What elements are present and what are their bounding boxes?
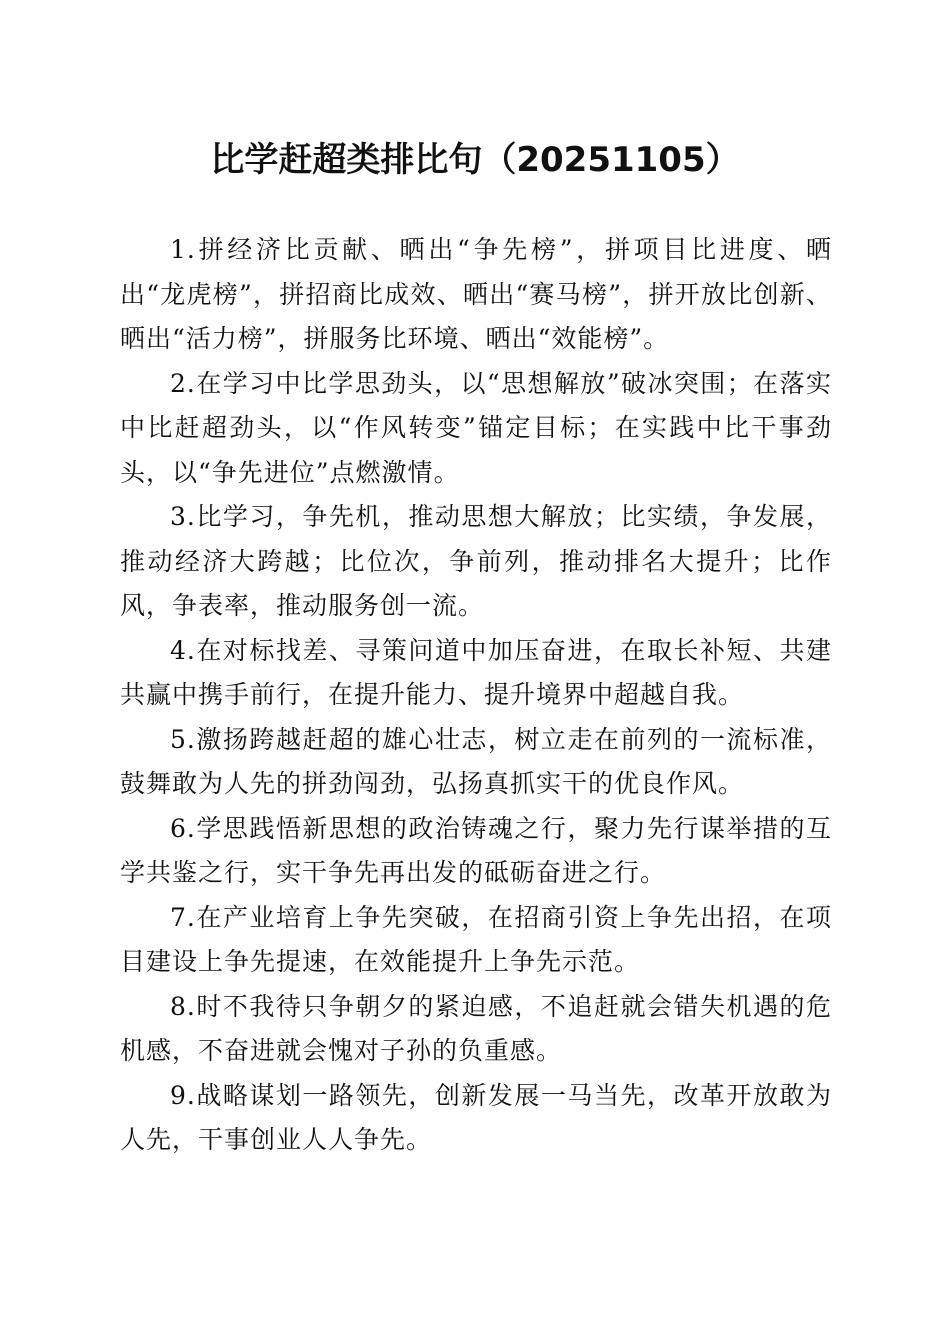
paragraph-7: 7.在产业培育上争先突破，在招商引资上争先出招，在项目建设上争先提速，在效能提升上争先示范。 bbox=[120, 902, 832, 976]
paragraph-3: 3.比学习，争先机，推动思想大解放；比实绩，争发展，推动经济大跨越；比位次，争前列，推动排名大提升；比作风，争表率，推动服务创一流。 bbox=[120, 502, 832, 620]
paragraph-6: 6.学思践悟新思想的政治铸魂之行，聚力先行谋举措的互学共鉴之行，实干争先再出发的砥砺奋进之行。 bbox=[120, 813, 832, 887]
paragraph-1: 1.拼经济比贡献、晒出“争先榜”，拼项目比进度、晒出“龙虎榜”，拼招商比成效、晒出“赛马榜”，拼开放比创新、晒出“活力榜”，拼服务比环境、晒出“效能榜”。 bbox=[120, 235, 832, 353]
document-title: 比学赶超类排比句（20251105） bbox=[210, 140, 740, 180]
paragraph-4: 4.在对标找差、寻策问道中加压奋进，在取长补短、共建共赢中携手前行，在提升能力、提升境界中超越自我。 bbox=[120, 635, 832, 709]
paragraph-2: 2.在学习中比学思劲头，以“思想解放”破冰突围；在落实中比赶超劲头，以“作风转变”锚定目标；在实践中比干事劲头，以“争先进位”点燃激情。 bbox=[120, 368, 832, 487]
paragraph-9: 9.战略谋划一路领先，创新发展一马当先，改革开放敢为人先，干事创业人人争先。 bbox=[120, 1080, 832, 1154]
paragraph-5: 5.激扬跨越赶超的雄心壮志，树立走在前列的一流标准，鼓舞敢为人先的拼劲闯劲，弘扬真抓实干的优良作风。 bbox=[120, 724, 832, 798]
document-body bbox=[120, 228, 832, 1163]
paragraph-8: 8.时不我待只争朝夕的紧迫感，不追赶就会错失机遇的危机感，不奋进就会愧对子孙的负重感。 bbox=[120, 991, 832, 1065]
